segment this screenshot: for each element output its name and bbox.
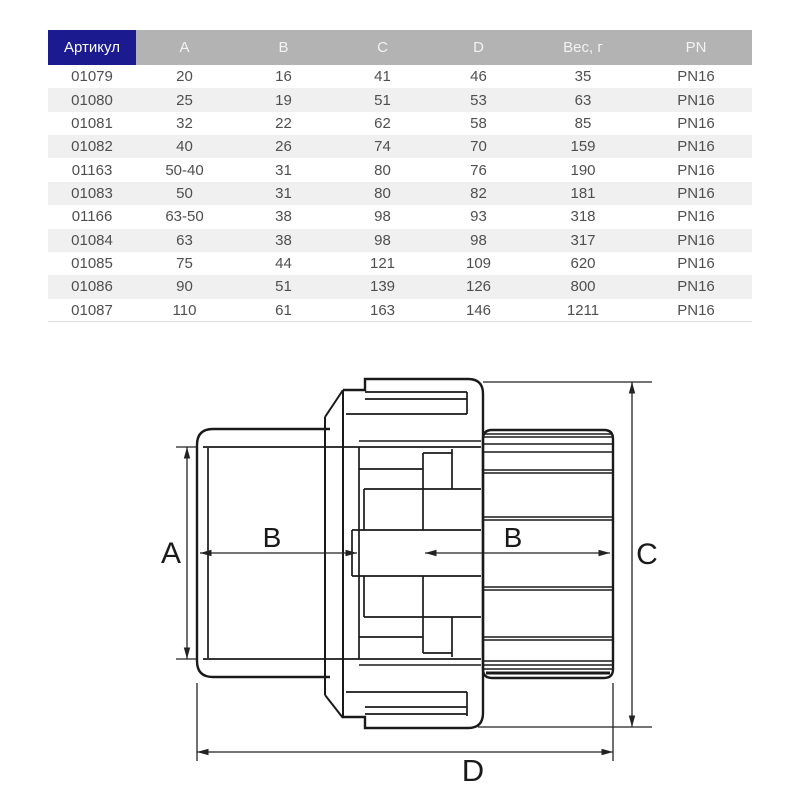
cell-article: 01086 [71,278,113,296]
cell-article: 01087 [71,301,113,319]
arrowhead-down [184,648,190,660]
cell-article: 01083 [71,184,113,202]
cell-a: 90 [176,278,193,296]
fitting-technical-drawing [130,370,670,790]
cell-b: 38 [275,231,292,249]
cell-b: 22 [275,114,292,132]
cell-d: 76 [470,161,487,179]
arrowhead-left [200,550,212,556]
cell-article: 01081 [71,114,113,132]
cell-article: 01082 [71,138,113,156]
cell-d: 146 [465,301,492,319]
cell-a: 50 [176,184,193,202]
cell-c: 163 [369,301,396,319]
cell-article: 01084 [71,231,113,249]
table-row [48,205,752,228]
cell-weight: 63 [574,91,592,109]
dim-label-b-left: B [262,522,282,553]
cell-a: 25 [176,91,193,109]
dim-label-c: C [636,538,658,571]
table-row [48,229,752,252]
header-b: B [233,30,334,65]
cell-c: 41 [374,68,391,86]
dim-label-b-right: B [503,522,523,553]
cell-pn: PN16 [677,208,715,226]
cell-article: 01163 [71,161,113,179]
cell-weight: 318 [570,208,596,226]
header-article: Артикул [48,30,136,65]
table-row [48,275,752,298]
compression-nut [483,430,613,678]
cell-b: 61 [275,301,292,319]
cell-c: 139 [369,278,396,296]
cell-a: 75 [176,255,193,273]
cell-d: 82 [470,184,487,202]
header-weight: Вес, г [526,30,640,65]
cell-d: 109 [465,255,492,273]
cell-a: 63-50 [165,208,204,226]
cell-weight: 85 [574,114,592,132]
header-c: C [334,30,431,65]
arrowhead-left [197,749,209,755]
cell-a: 110 [172,301,197,319]
table-row [48,65,752,88]
cell-b: 31 [275,184,292,202]
pipe-thread-end [197,390,481,718]
cell-c: 121 [369,255,396,273]
cell-b: 26 [275,138,292,156]
cell-d: 53 [470,91,487,109]
dimension-d [197,683,613,788]
cell-pn: PN16 [677,255,715,273]
cell-weight: 190 [570,161,596,179]
cell-weight: 181 [570,184,596,202]
table-row [48,182,752,205]
table-row [48,158,752,181]
cell-pn: PN16 [677,161,715,179]
cell-d: 58 [470,114,487,132]
cell-d: 46 [470,68,487,86]
cell-c: 98 [374,208,391,226]
arrowhead-right [602,749,614,755]
spec-table [48,30,752,322]
cell-c: 80 [374,161,391,179]
cell-b: 16 [275,68,292,86]
cell-a: 63 [176,231,193,249]
table-row [48,112,752,135]
arrowhead-down [629,716,635,728]
cell-b: 51 [275,278,292,296]
cell-article: 01166 [71,208,113,226]
header-a: A [136,30,233,65]
cell-d: 70 [470,138,487,156]
cell-a: 50-40 [165,161,204,179]
cell-pn: PN16 [677,68,715,86]
dimension-b-left [200,522,357,556]
header-d: D [431,30,526,65]
cell-pn: PN16 [677,278,715,296]
dim-label-d: D [461,753,485,788]
dim-label-a: A [160,537,182,570]
arrowhead-up [184,447,190,459]
cell-b: 38 [275,208,292,226]
table-row [48,299,752,322]
header-pn: PN [640,30,752,65]
cell-article: 01085 [71,255,113,273]
cell-d: 126 [465,278,492,296]
cell-pn: PN16 [677,301,715,319]
arrowhead-left [425,550,437,556]
table-row [48,135,752,158]
cell-c: 98 [374,231,391,249]
cell-a: 32 [176,114,193,132]
cell-d: 98 [470,231,487,249]
cell-c: 62 [374,114,391,132]
cell-d: 93 [470,208,487,226]
cell-c: 74 [374,138,391,156]
dimension-b-right [425,522,610,556]
cell-c: 80 [374,184,391,202]
cell-article: 01079 [71,68,113,86]
table-header-row [48,30,752,65]
cell-a: 20 [176,68,193,86]
cell-weight: 1211 [566,301,600,319]
dimension-a [161,447,197,659]
cell-weight: 35 [574,68,592,86]
arrowhead-right [599,550,611,556]
cell-weight: 620 [570,255,596,273]
cell-article: 01080 [71,91,113,109]
cell-pn: PN16 [677,91,715,109]
cell-pn: PN16 [677,231,715,249]
cell-weight: 159 [570,138,596,156]
cell-b: 19 [275,91,292,109]
cell-weight: 317 [570,231,596,249]
cell-b: 31 [275,161,292,179]
cell-c: 51 [374,91,391,109]
table-row [48,88,752,111]
arrowhead-up [629,382,635,394]
cell-b: 44 [275,255,292,273]
cell-a: 40 [176,138,193,156]
table-row [48,252,752,275]
cell-weight: 800 [570,278,596,296]
cell-pn: PN16 [677,114,715,132]
cell-pn: PN16 [677,138,715,156]
cell-pn: PN16 [677,184,715,202]
